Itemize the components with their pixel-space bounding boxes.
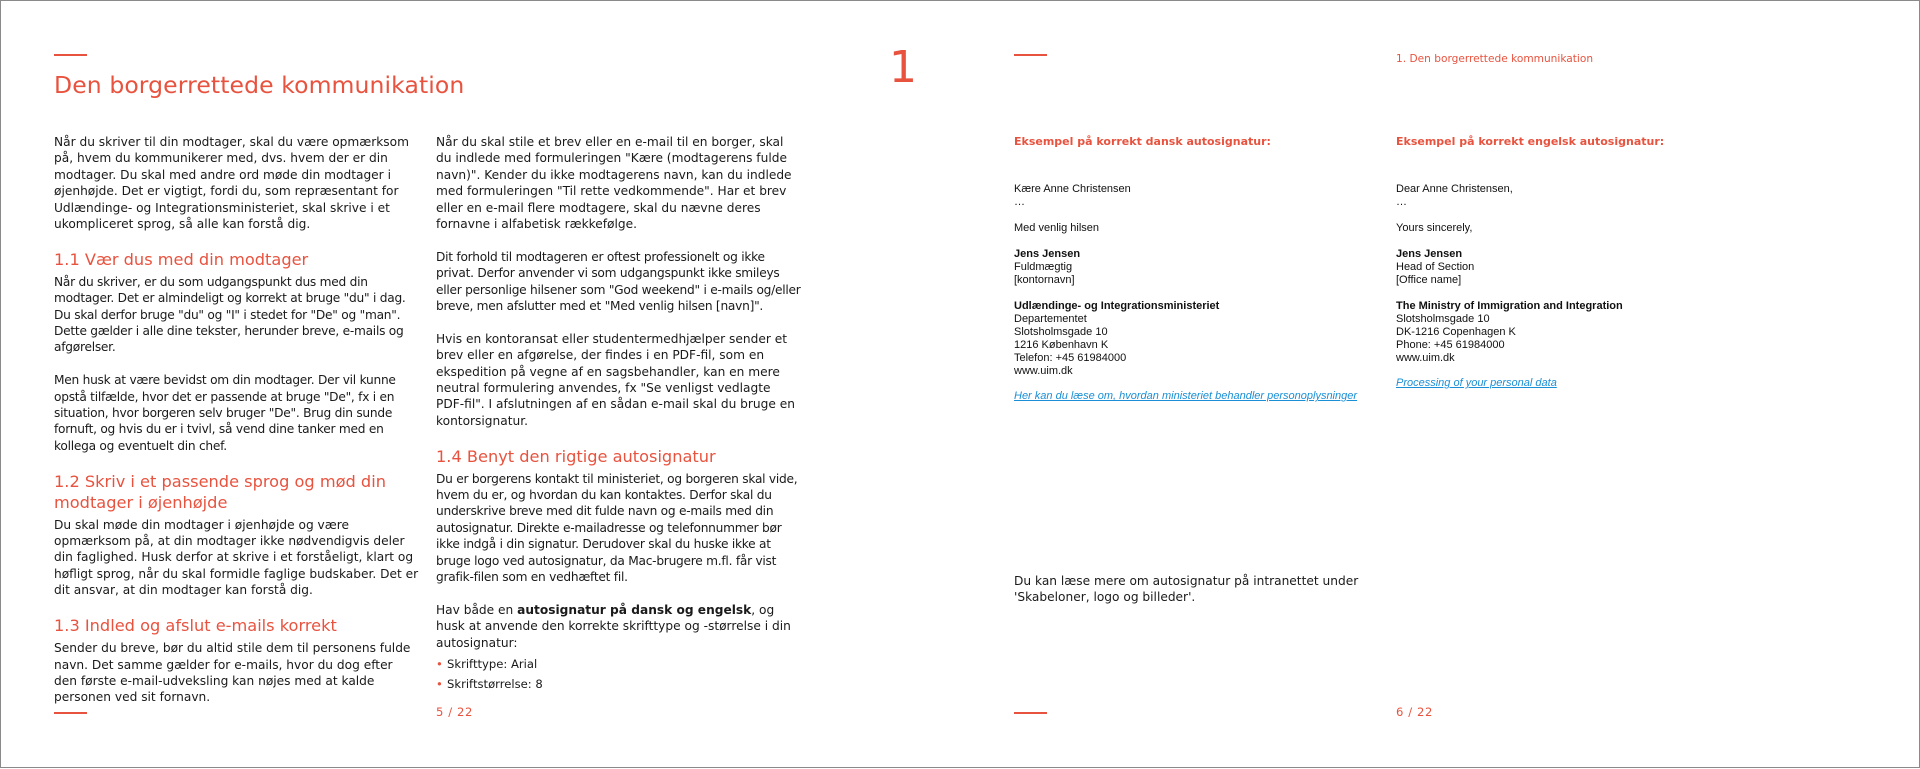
bottom-accent-rule xyxy=(1014,712,1047,714)
bullet-icon: • xyxy=(436,657,443,672)
list-item-text: Skrifttype: Arial xyxy=(447,657,538,672)
signature-website: www.uim.dk xyxy=(1396,352,1455,364)
page-title: Den borgerrettede kommunikation xyxy=(54,71,465,99)
more-info-paragraph: Du kan læse mere om autosignatur på intranettet under 'Skabeloner, logo og billeder'. xyxy=(1014,574,1359,605)
signature-ellipsis: … xyxy=(1014,196,1025,208)
signature-role: Fuldmægtig xyxy=(1014,261,1073,273)
paragraph-languages xyxy=(436,602,801,651)
font-requirements-list xyxy=(436,657,801,691)
paragraph-professional-tone: Dit forhold til modtageren er oftest professionelt og ikke privat. Derfor anvender vi som udgangspunkt ikke smileys eller personlige hilsener som "God weekend" i e-mails og/eller breve, men afslutter med et "Med venlig hilsen [navn]". xyxy=(436,249,801,314)
signature-city: DK-1216 Copenhagen K xyxy=(1396,326,1516,338)
languages-text-pre: Hav både en xyxy=(436,602,518,617)
list-item xyxy=(436,677,801,691)
signature-phone: Telefon: +45 61984000 xyxy=(1014,352,1127,364)
privacy-link-english[interactable]: Processing of your personal data xyxy=(1396,377,1557,389)
signature-closing: Yours sincerely, xyxy=(1396,222,1473,234)
paragraph-autosignature: Du er borgerens kontakt til ministeriet, og borgeren skal vide, hvem du er, og hvordan du kan kontaktes. Derfor skal du underskrive breve med dit fulde navn og e-mails med din autosignatur. Direkte e-mailadresse og telefonnummer bør ikke indgå i din signatur. Derudover skal du huske ikke at bruge logo ved autosignatur, da Mac-brugere m.fl. får vist grafik-filen som en vedhæftet fil. xyxy=(436,471,798,585)
signature-street: Slotsholmsgade 10 xyxy=(1014,326,1108,338)
top-accent-rule xyxy=(54,54,87,56)
list-item xyxy=(436,657,801,671)
chapter-number: 1 xyxy=(889,42,917,93)
section-heading-1-1: 1.1 Vær dus med din modtager xyxy=(54,249,309,269)
signature-office: [Office name] xyxy=(1396,274,1462,286)
signature-greeting: Kære Anne Christensen xyxy=(1014,183,1131,195)
left-column xyxy=(54,134,419,722)
signature-phone: Phone: +45 61984000 xyxy=(1396,339,1505,351)
danish-signature-heading: Eksempel på korrekt dansk autosignatur: xyxy=(1014,135,1271,148)
signature-city: 1216 København K xyxy=(1014,339,1109,351)
signature-role: Head of Section xyxy=(1396,261,1475,273)
right-column xyxy=(436,134,801,695)
signature-website: www.uim.dk xyxy=(1014,365,1073,377)
privacy-link-danish[interactable]: Her kan du læse om, hvordan ministeriet behandler personoplysninger xyxy=(1014,390,1358,402)
signature-office: [kontornavn] xyxy=(1014,274,1075,286)
intro-paragraph: Når du skriver til din modtager, skal du være opmærksom på, hvem du kommunikerer med, dvs. hvem der er din modtager. Du skal med andre ord møde din modtager i øjenhøjde. Det er vigtigt, fordi du, som repræsentant for Udlændinge- og Integrationsministeriet, skal skrive i et ukompliceret sprog, så alle kan forstå dig. xyxy=(54,135,409,232)
signature-closing: Med venlig hilsen xyxy=(1014,222,1099,234)
paragraph-1-3: Sender du breve, bør du altid stile dem til personens fulde navn. Det samme gælder for e-mails, hvor du dog efter den første e-mail-udveksling kan nøjes med at kalde personen ved sit fornavn. xyxy=(54,641,411,705)
signature-organization: The Ministry of Immigration and Integration xyxy=(1396,300,1623,312)
signature-greeting: Dear Anne Christensen, xyxy=(1396,183,1513,195)
signature-department: Departementet xyxy=(1014,313,1087,325)
signature-ellipsis: … xyxy=(1396,196,1407,208)
top-accent-rule xyxy=(1014,54,1047,56)
paragraph-1-1a: Når du skriver, er du som udgangspunkt dus med din modtager. Det er almindeligt og korrekt at bruge "du" i dag. Du skal derfor bruge "du" og "I" i stedet for "De" og "man". Dette gælder i alle dine tekster, herunder breve, e-mails og afgørelser. xyxy=(54,274,406,355)
languages-text-post: , og husk at anvende den korrekte skrifttype og -størrelse i din autosignatur: xyxy=(436,602,791,650)
paragraph-greeting-rules: Når du skal stile et brev eller en e-mail til en borger, skal du indlede med formuleringen "Kære (modtagerens fulde navn)". Kender du ikke modtagerens navn, kan du indlede med formuleringen "Til rette vedkommende". Har et brev eller en e-mail flere modtagere, skal du nævne deres fornavne i alfabetisk rækkefølge. xyxy=(436,135,792,232)
left-page xyxy=(1,1,961,769)
signature-street: Slotsholmsgade 10 xyxy=(1396,313,1490,325)
languages-text-bold: autosignatur på dansk og engelsk xyxy=(517,602,752,617)
danish-signature-example xyxy=(1014,135,1394,403)
paragraph-1-1b: Men husk at være bevidst om din modtager. Der vil kunne opstå tilfælde, hvor det er passende at bruge "De", fx i en situation, hvor borgeren selv bruger "De". Brug din sunde fornuft, og hvis du er i tvivl, så vend dine tanker med en kollega og eventuelt din chef. xyxy=(54,373,396,453)
bottom-accent-rule xyxy=(54,712,87,714)
paragraph-office-signature: Hvis en kontoransat eller studentermedhjælper sender et brev eller en afgørelse, der findes i en PDF-fil, som en ekspedition på vegne af en sagsbehandler, kan en mere neutral formulering anvendes, fx "Se venligst vedlagte PDF-fil". I afslutningen af en sådan e-mail skal du bruge en kontorsignatur. xyxy=(436,331,795,428)
signature-name: Jens Jensen xyxy=(1396,248,1463,260)
section-heading-1-2: 1.2 Skriv i et passende sprog og mød din modtager i øjenhøjde xyxy=(54,471,386,512)
bullet-icon: • xyxy=(436,677,443,692)
page-number: 6 / 22 xyxy=(1396,705,1434,719)
signature-name: Jens Jensen xyxy=(1014,248,1081,260)
section-heading-1-4: 1.4 Benyt den rigtige autosignatur xyxy=(436,446,716,466)
english-signature-heading: Eksempel på korrekt engelsk autosignatur: xyxy=(1396,135,1665,148)
section-heading-1-3: 1.3 Indled og afslut e-mails korrekt xyxy=(54,616,337,636)
page-number: 5 / 22 xyxy=(436,705,474,719)
english-signature-example xyxy=(1396,135,1776,390)
signature-organization: Udlændinge- og Integrationsministeriet xyxy=(1014,300,1220,312)
paragraph-1-2: Du skal møde din modtager i øjenhøjde og være opmærksom på, at din modtager ikke nødvendigvis deler din faglighed. Husk derfor at skrive i et forståeligt, klart og høfligt sprog, når du skal formidle faglige budskaber. Det er dit ansvar, at din modtager kan forstå dig. xyxy=(54,517,419,598)
list-item-text: Skriftstørrelse: 8 xyxy=(447,677,543,692)
running-header: 1. Den borgerrettede kommunikation xyxy=(1396,53,1594,65)
